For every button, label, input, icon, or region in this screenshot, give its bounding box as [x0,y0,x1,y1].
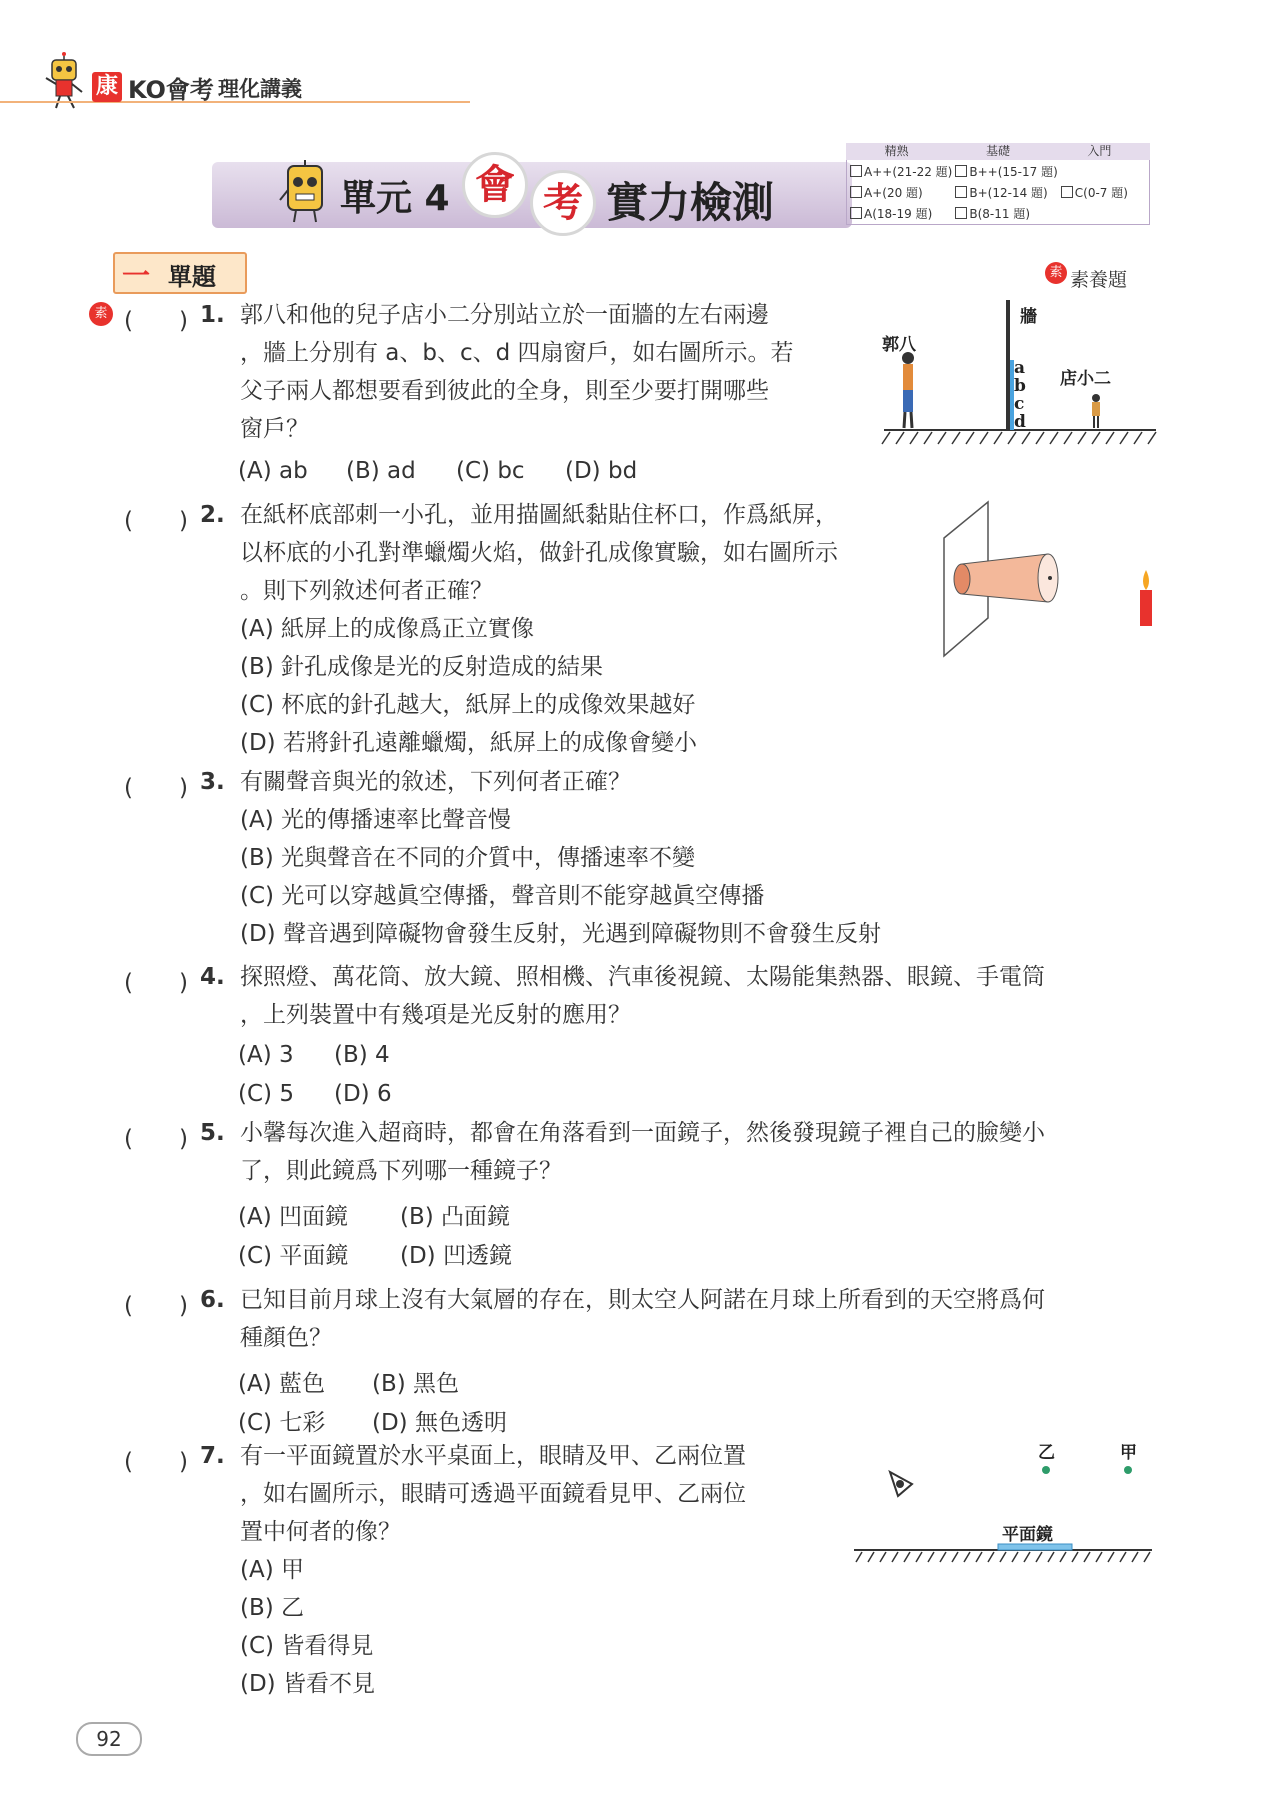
pinhole-camera-figure [940,498,1170,658]
option-b: (B) 光與聲音在不同的介質中，傳播速率不變 [240,845,696,871]
wall-label: 牆 [1020,307,1037,327]
question-number: 7. [200,1443,225,1469]
question-number: 3. [200,769,225,795]
answer-blank[interactable]: ( ) [124,970,188,996]
level-checkbox[interactable]: A+(20 題) [850,183,952,204]
option-d: (D) 6 [334,1081,392,1107]
mirror-label: 平面鏡 [1002,1525,1053,1545]
window-label: c [1014,394,1025,414]
level-checkbox[interactable]: B++(15-17 題) [955,162,1057,183]
position-a-label: 甲 [1120,1443,1137,1463]
option-b: (B) 黑色 [372,1371,460,1397]
literacy-marker-icon: 素 [89,302,113,326]
option-a: (A) ab [238,458,308,484]
option-a: (A) 3 [238,1042,294,1068]
question-line: 有關聲音與光的敘述，下列何者正確？ [240,769,631,795]
unit-label: 單元 4 [340,178,450,219]
level-checkbox[interactable]: B(8-11 題) [955,204,1057,225]
option-d: (D) 無色透明 [372,1410,507,1436]
option-d: (D) 皆看不見 [240,1671,375,1697]
level-header-mastery: 精熟 [884,144,909,158]
option-d: (D) bd [565,458,638,484]
level-header-basic: 基礎 [985,144,1010,158]
question-number: 6. [200,1287,225,1313]
literacy-label: 素養題 [1070,269,1128,291]
question-line: 探照燈、萬花筒、放大鏡、照相機、汽車後視鏡、太陽能集熱器、眼鏡、手電筒 [240,964,1045,990]
question-line: 有一平面鏡置於水平桌面上，眼睛及甲、乙兩位置 [240,1443,746,1469]
answer-blank[interactable]: ( ) [124,308,188,334]
answer-blank[interactable]: ( ) [124,1449,188,1475]
level-header-entry: 入門 [1087,144,1112,158]
question-line: 父子兩人都想要看到彼此的全身，則至少要打開哪些 [240,378,769,404]
exam-badge-1: 會 [462,152,528,218]
brand-logo: 康 [92,72,122,102]
question-line: ，上列裝置中有幾項是光反射的應用？ [240,1002,631,1028]
banner-title: 實力檢測 [606,178,775,227]
option-c: (C) bc [456,458,525,484]
option-a: (A) 紙屏上的成像爲正立實像 [240,616,534,642]
plane-mirror-figure [852,1434,1162,1574]
option-b: (B) 4 [334,1042,390,1068]
option-a: (A) 藍色 [238,1371,325,1397]
option-c: (C) 5 [238,1081,294,1107]
question-number: 5. [200,1120,225,1146]
question-line: 在紙杯底部刺一小孔，並用描圖紙黏貼住杯口，作爲紙屏， [240,502,838,528]
page-number: 92 [76,1722,142,1756]
brand-name: KO會考 [128,76,214,104]
literacy-icon: 素 [1045,262,1067,284]
level-checkbox[interactable]: B+(12-14 題) [955,183,1057,204]
option-b: (B) ad [346,458,416,484]
option-b: (B) 凸面鏡 [400,1204,511,1230]
exam-badge-2: 考 [530,170,596,236]
answer-blank[interactable]: ( ) [124,1293,188,1319]
question-line: 以杯底的小孔對準蠟燭火焰，做針孔成像實驗，如右圖所示 [240,540,838,566]
son-label: 店小二 [1060,369,1111,389]
option-b: (B) 針孔成像是光的反射造成的結果 [240,654,604,680]
option-d: (D) 若將針孔遠離蠟燭，紙屏上的成像會變小 [240,730,697,756]
section-title: 單題 [168,263,216,291]
option-a: (A) 甲 [240,1557,304,1583]
wall-window-figure [880,298,1160,448]
question-line: 小馨每次進入超商時，都會在角落看到一面鏡子，然後發現鏡子裡自己的臉變小 [240,1120,1045,1146]
question-line: 置中何者的像？ [240,1519,401,1545]
answer-blank[interactable]: ( ) [124,775,188,801]
level-table [846,143,1150,225]
option-c: (C) 光可以穿越眞空傳播，聲音則不能穿越眞空傳播 [240,883,765,909]
option-c: (C) 杯底的針孔越大，紙屏上的成像效果越好 [240,692,696,718]
question-line: 。則下列敘述何者正確？ [240,578,493,604]
answer-blank[interactable]: ( ) [124,508,188,534]
option-a: (A) 凹面鏡 [238,1204,348,1230]
option-c: (C) 七彩 [238,1410,326,1436]
option-b: (B) 乙 [240,1595,305,1621]
section-number: 一 [122,259,151,292]
option-c: (C) 平面鏡 [238,1243,349,1269]
option-a: (A) 光的傳播速率比聲音慢 [240,807,511,833]
option-d: (D) 聲音遇到障礙物會發生反射，光遇到障礙物則不會發生反射 [240,921,881,947]
father-label: 郭八 [882,335,916,355]
question-line: 郭八和他的兒子店小二分別站立於一面牆的左右兩邊 [240,302,769,328]
subject-title: 理化講義 [218,77,302,101]
answer-blank[interactable]: ( ) [124,1126,188,1152]
question-number: 1. [200,302,225,328]
option-c: (C) 皆看得見 [240,1633,374,1659]
level-checkbox[interactable]: A(18-19 題) [850,204,952,225]
level-checkbox[interactable]: C(0-7 題) [1061,183,1149,204]
window-label: a [1014,358,1026,378]
question-number: 4. [200,964,225,990]
question-number: 2. [200,502,225,528]
window-label: b [1014,376,1026,396]
mascot-icon [40,52,90,112]
option-d: (D) 凹透鏡 [400,1243,512,1269]
question-line: 已知目前月球上沒有大氣層的存在，則太空人阿諾在月球上所看到的天空將爲何 [240,1287,1045,1313]
question-line: 種顏色？ [240,1325,332,1351]
question-line: 窗戶？ [240,416,309,442]
robot-icon [278,160,332,226]
position-b-label: 乙 [1038,1443,1055,1463]
question-line: ，如右圖所示，眼睛可透過平面鏡看見甲、乙兩位 [240,1481,746,1507]
window-label: d [1014,412,1026,432]
level-checkbox[interactable]: A++(21-22 題) [850,162,952,183]
question-line: 了，則此鏡爲下列哪一種鏡子？ [240,1158,562,1184]
question-line: ，牆上分別有 a、b、c、d 四扇窗戶，如右圖所示。若 [240,340,794,366]
